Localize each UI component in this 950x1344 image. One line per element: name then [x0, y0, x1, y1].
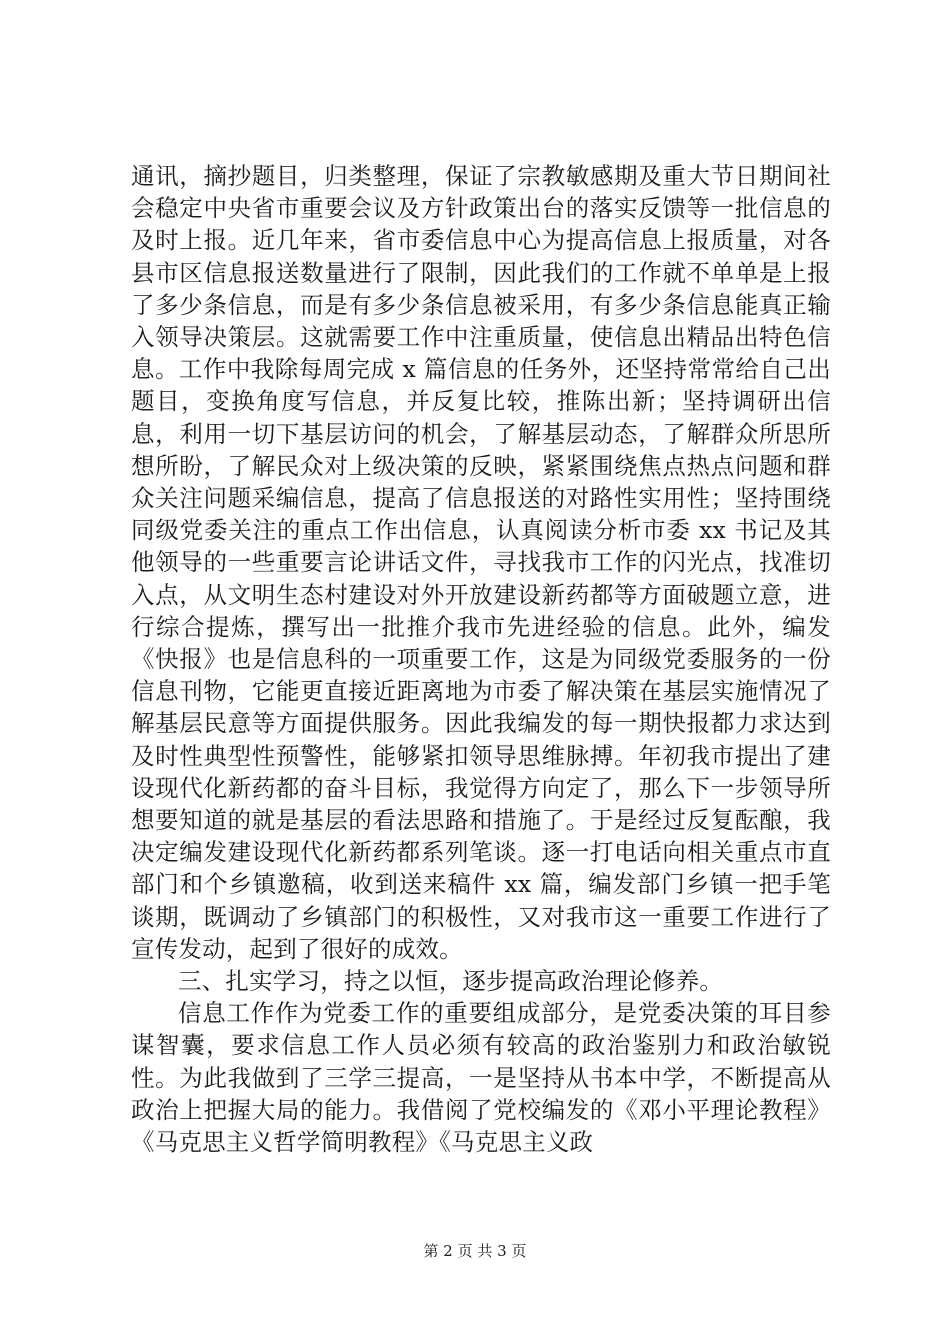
document-body: [131, 160, 831, 1158]
paragraph: 信息工作作为党委工作的重要组成部分，是党委决策的耳目参谋智囊，要求信息工作人员必须有较高的政治鉴别力和政治敏锐性。为此我做到了三学三提高，一是坚持从书本中学，不断提高从政治上把握大局的能力。我借阅了党校编发的《邓小平理论教程》《马克思主义哲学简明教程》《马克思主义政: [131, 999, 831, 1157]
paragraph-continuation: 通讯，摘抄题目，归类整理，保证了宗教敏感期及重大节日期间社会稳定中央省市重要会议及方针政策出台的落实反馈等一批信息的及时上报。近几年来，省市委信息中心为提高信息上报质量，对各县市区信息报送数量进行了限制，因此我们的工作就不单单是上报了多少条信息，而是有多少条信息被采用，有多少条信息能真正输入领导决策层。这就需要工作中注重质量，使信息出精品出特色信息。工作中我除每周完成 x 篇信息的任务外，还坚持常常给自己出题目，变换角度写信息，并反复比较，推陈出新；坚持调研出信息，利用一切下基层访问的机会，了解基层动态，了解群众所思所想所盼，了解民众对上级决策的反映，紧紧围绕焦点热点问题和群众关注问题采编信息，提高了信息报送的对路性实用性；坚持围绕同级党委关注的重点工作出信息，认真阅读分析市委 xx 书记及其他领导的一些重要言论讲话文件，寻找我市工作的闪光点，找准切入点，从文明生态村建设对外开放建设新药都等方面破题立意，进行综合提炼，撰写出一批推介我市先进经验的信息。此外，编发《快报》也是信息科的一项重要工作，这是为同级党委服务的一份信息刊物，它能更直接近距离地为市委了解决策在基层实施情况了解基层民意等方面提供服务。因此我编发的每一期快报都力求达到及时性典型性预警性，能够紧扣领导思维脉搏。年初我市提出了建设现代化新药都的奋斗目标，我觉得方向定了，那么下一步领导所想要知道的就是基层的看法思路和措施了。于是经过反复酝酿，我决定编发建设现代化新药都系列笔谈。逐一打电话向相关重点市直部门和个乡镇邀稿，收到送来稿件 xx 篇，编发部门乡镇一把手笔谈期，既调动了乡镇部门的积极性，又对我市这一重要工作进行了宣传发动，起到了很好的成效。: [131, 162, 831, 963]
page-number-footer: 第 2 页 共 3 页: [423, 1242, 527, 1260]
section-heading: 三、扎实学习，持之以恒，逐步提高政治理论修养。: [178, 967, 724, 996]
